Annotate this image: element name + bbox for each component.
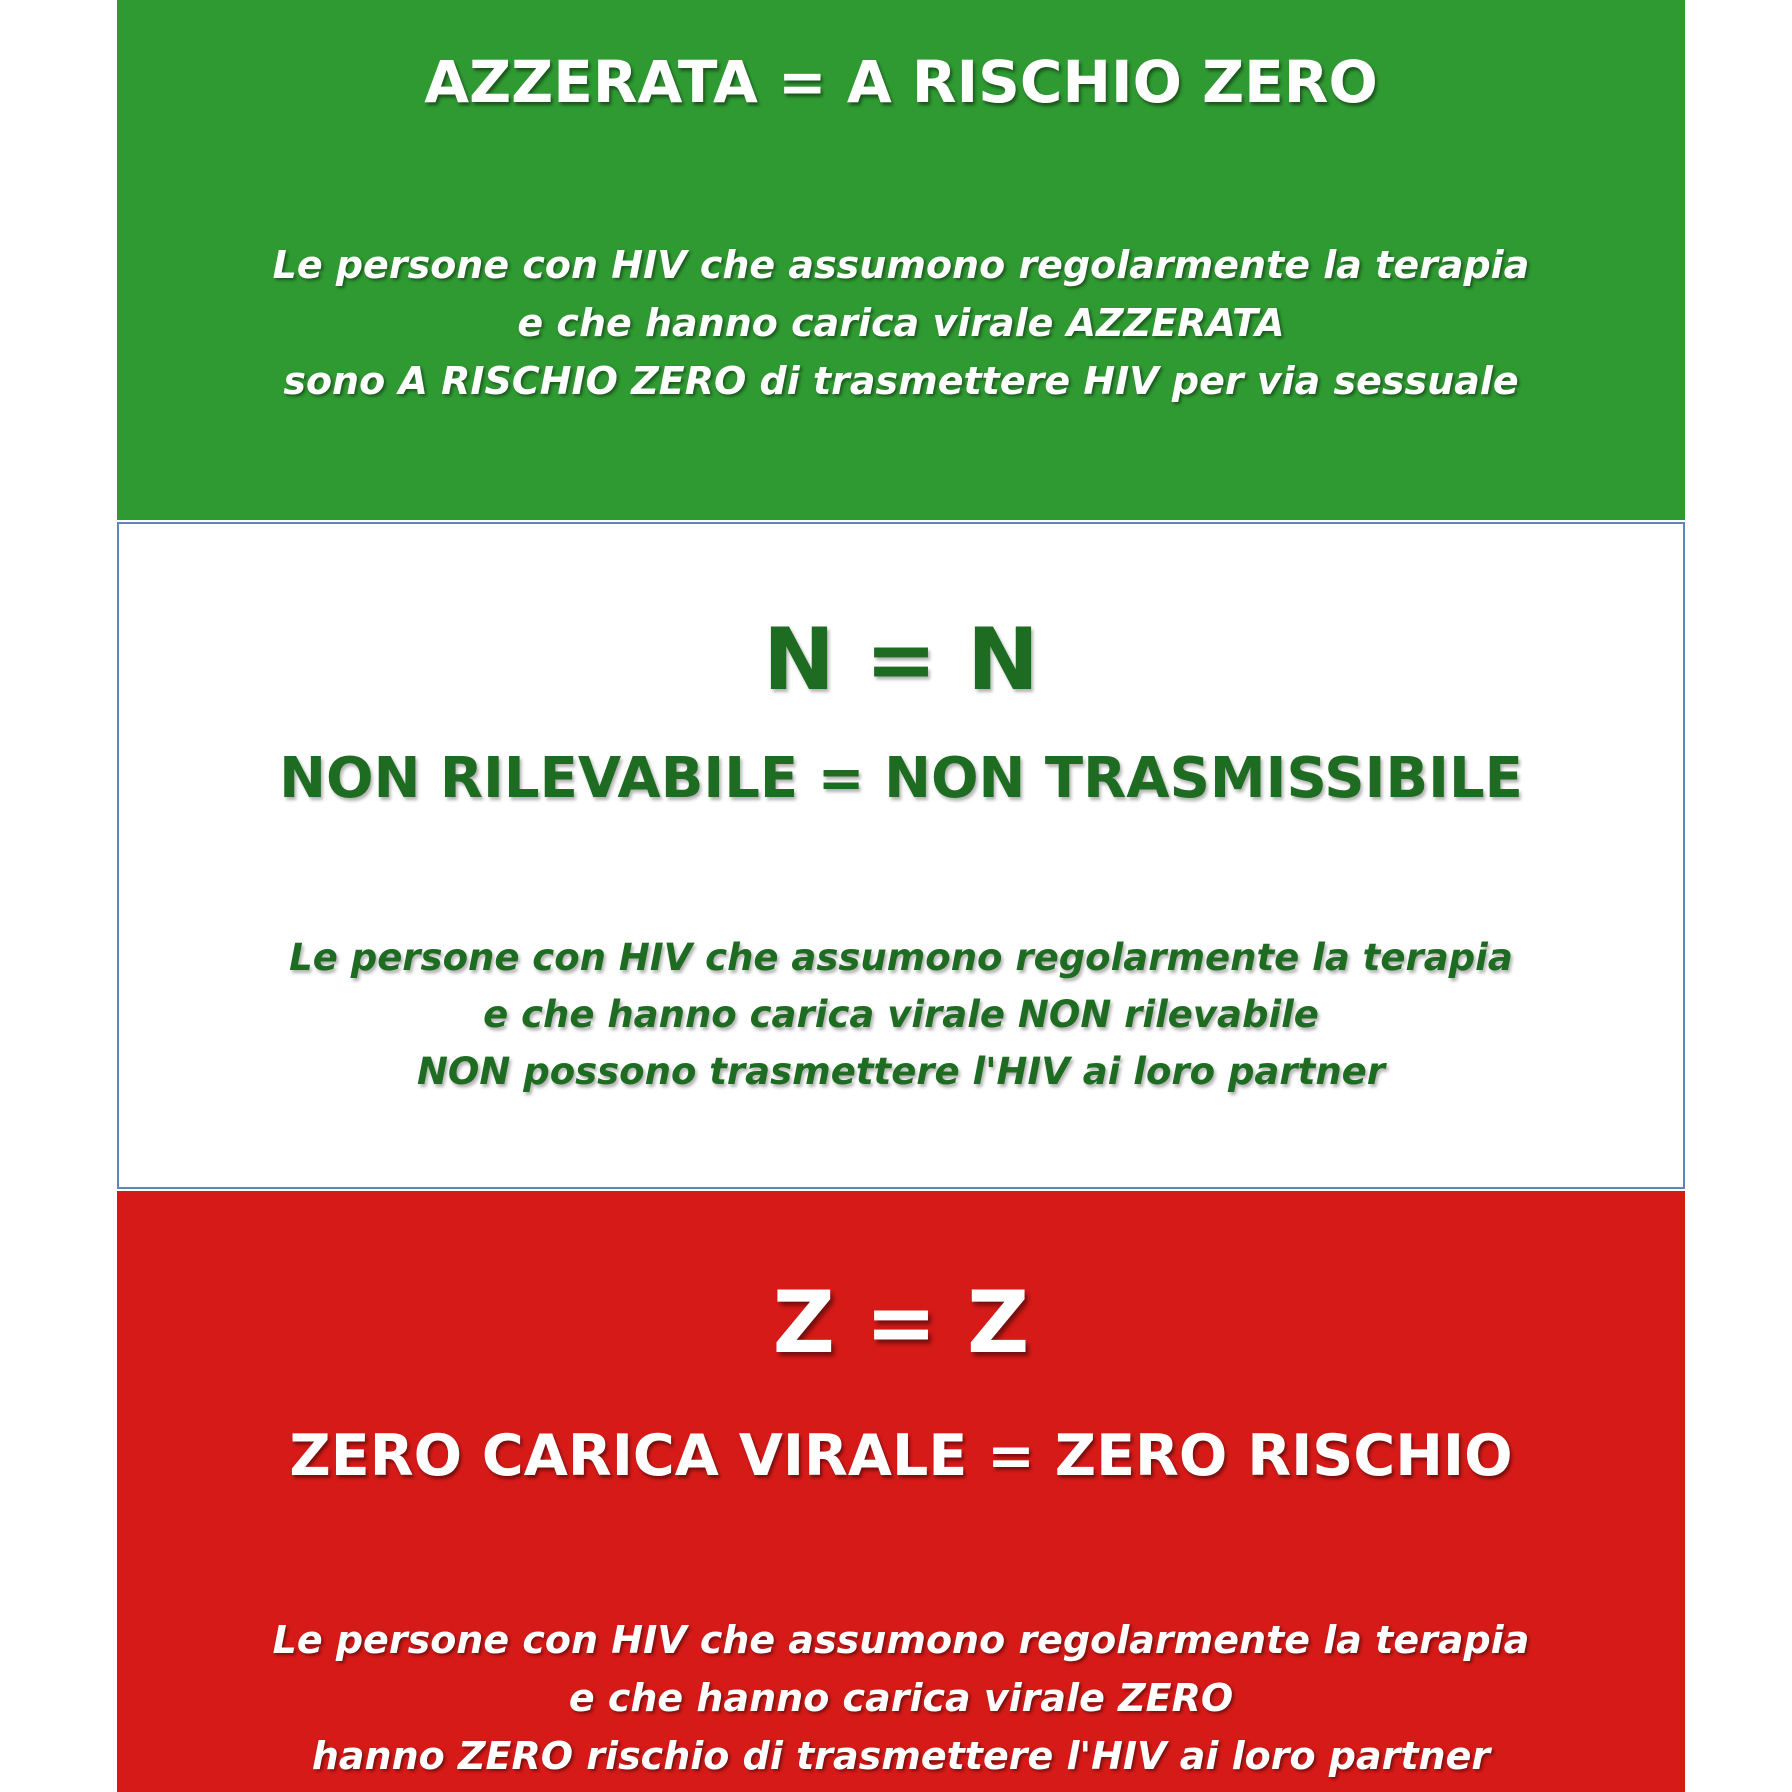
white-panel-body-line-2: e che hanno carica virale NON rilevabile [483,993,1319,1036]
red-panel-formula: Z = Z [772,1273,1030,1373]
red-panel-title: ZERO CARICA VIRALE = ZERO RISCHIO [289,1423,1513,1489]
green-panel [117,0,1685,520]
white-panel-body-line-1: Le persone con HIV che assumono regolarmente la terapia [289,936,1513,979]
white-panel-body-line-3: NON possono trasmettere l'HIV ai loro partner [416,1050,1386,1093]
red-panel-body-line-3: hanno ZERO rischio di trasmettere l'HIV ai loro partner [311,1734,1491,1778]
green-panel-body-line-2: e che hanno carica virale AZZERATA [517,301,1285,345]
green-panel-body-line-3: sono A RISCHIO ZERO di trasmettere HIV per via sessuale [283,359,1519,403]
red-panel-body-line-1: Le persone con HIV che assumono regolarmente la terapia [272,1618,1530,1662]
white-panel-title: NON RILEVABILE = NON TRASMISSIBILE [279,746,1523,811]
green-panel-body-line-1: Le persone con HIV che assumono regolarmente la terapia [272,243,1530,287]
red-panel-body-line-2: e che hanno carica virale ZERO [568,1676,1234,1720]
red-panel [117,1191,1685,1792]
white-panel-formula: N = N [763,610,1039,710]
green-panel-title: AZZERATA = A RISCHIO ZERO [424,48,1378,116]
white-panel [117,522,1685,1189]
